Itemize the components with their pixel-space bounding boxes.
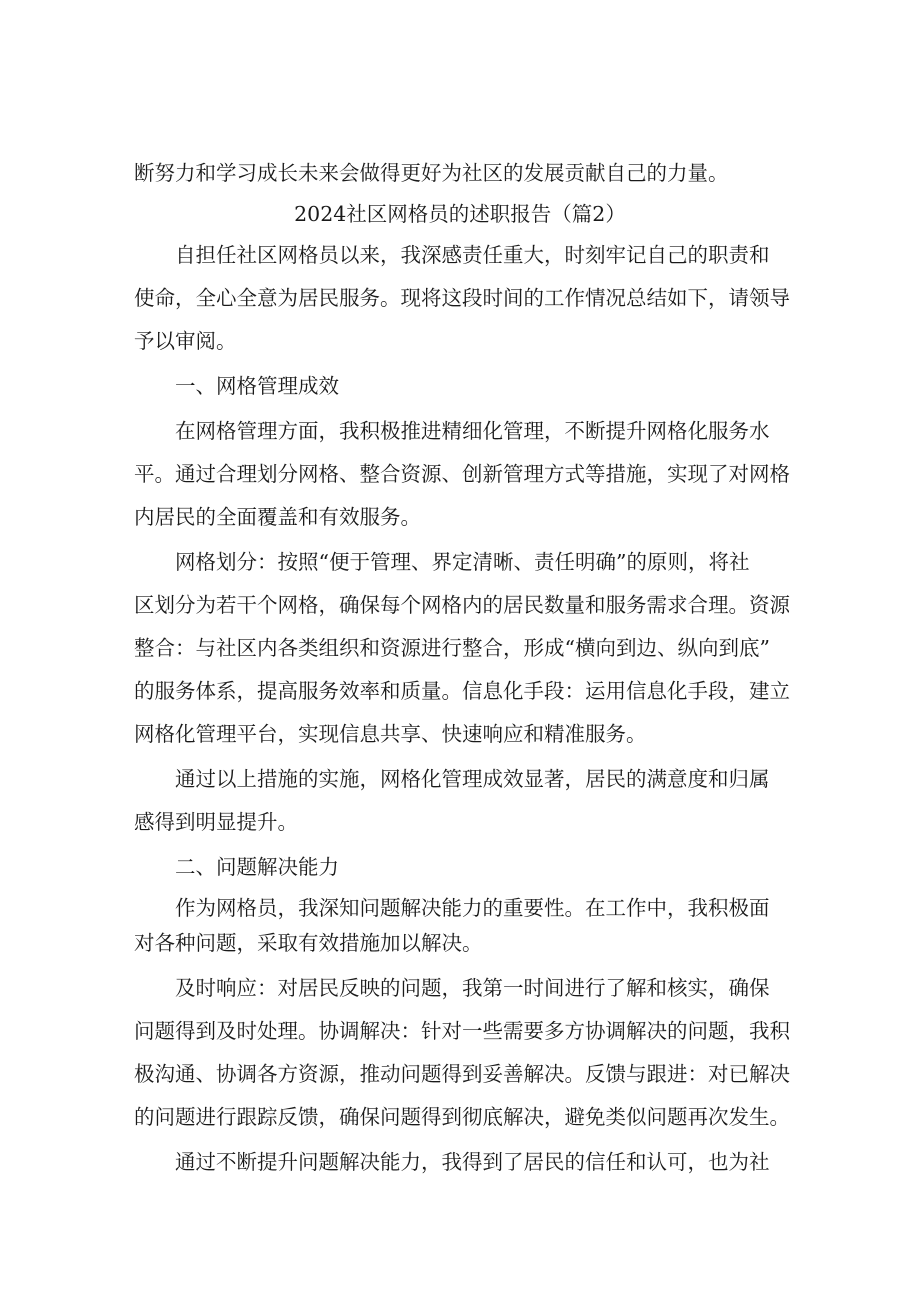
section-heading-grid-management <box>134 369 786 404</box>
paragraph-problem-intro <box>134 891 786 961</box>
document-body <box>134 156 790 1180</box>
paragraph-line: 对各种问题，采取有效措施加以解决。 <box>134 931 483 955</box>
paragraph-intro <box>134 238 790 359</box>
section-heading-problem-solving <box>134 850 786 885</box>
paragraph-line: 的服务体系，提高服务效率和质量。信息化手段：运用信息化手段，建立 <box>134 679 790 703</box>
paragraph-problem-measures <box>134 971 790 1135</box>
paragraph-line: 通过不断提升问题解决能力，我得到了居民的信任和认可，也为社 <box>175 1150 770 1174</box>
paragraph-line: 及时响应：对居民反映的问题，我第一时间进行了解和核实，确保 <box>175 976 770 1000</box>
paragraph-line: 整合：与社区内各类组织和资源进行整合，形成“横向到边、纵向到底” <box>134 636 770 660</box>
section-heading: 一、网格管理成效 <box>175 374 339 398</box>
report-title: 2024社区网格员的述职报告（篇2） <box>294 202 626 226</box>
paragraph-line: 感得到明显提升。 <box>134 810 298 834</box>
paragraph-line: 问题得到及时处理。协调解决：针对一些需要多方协调解决的问题，我积 <box>134 1019 790 1043</box>
paragraph-grid-result <box>134 762 786 840</box>
paragraph-grid-management <box>134 414 790 535</box>
paragraph-line: 平。通过合理划分网格、整合资源、创新管理方式等措施，实现了对网格 <box>134 462 790 486</box>
continuation-text: 断努力和学习成长未来会做得更好为社区的发展贡献自己的力量。 <box>134 161 729 185</box>
section-heading: 二、问题解决能力 <box>175 855 339 879</box>
paragraph-line: 通过以上措施的实施，网格化管理成效显著，居民的满意度和归属 <box>175 767 770 791</box>
paragraph-line: 极沟通、协调各方资源，推动问题得到妥善解决。反馈与跟进：对已解决 <box>134 1062 790 1086</box>
paragraph-line: 网格化管理平台，实现信息共享、快速响应和精准服务。 <box>134 722 647 746</box>
paragraph-line: 作为网格员，我深知问题解决能力的重要性。在工作中，我积极面 <box>175 896 770 920</box>
paragraph-problem-result <box>134 1145 786 1180</box>
paragraph-line: 予以审阅。 <box>134 329 237 353</box>
paragraph-line: 自担任社区网格员以来，我深感责任重大，时刻牢记自己的职责和 <box>175 243 770 267</box>
paragraph-line: 的问题进行跟踪反馈，确保问题得到彻底解决，避免类似问题再次发生。 <box>134 1105 790 1129</box>
paragraph-line: 使命，全心全意为居民服务。现将这段时间的工作情况总结如下，请领导 <box>134 286 790 310</box>
paragraph-line: 网格划分：按照“便于管理、界定清晰、责任明确”的原则，将社 <box>175 550 750 574</box>
paragraph-line: 区划分为若干个网格，确保每个网格内的居民数量和服务需求合理。资源 <box>134 593 790 617</box>
paragraph-line: 内居民的全面覆盖和有效服务。 <box>134 505 421 529</box>
paragraph-grid-division <box>134 545 790 752</box>
paragraph-line: 在网格管理方面，我积极推进精细化管理，不断提升网格化服务水 <box>175 419 770 443</box>
